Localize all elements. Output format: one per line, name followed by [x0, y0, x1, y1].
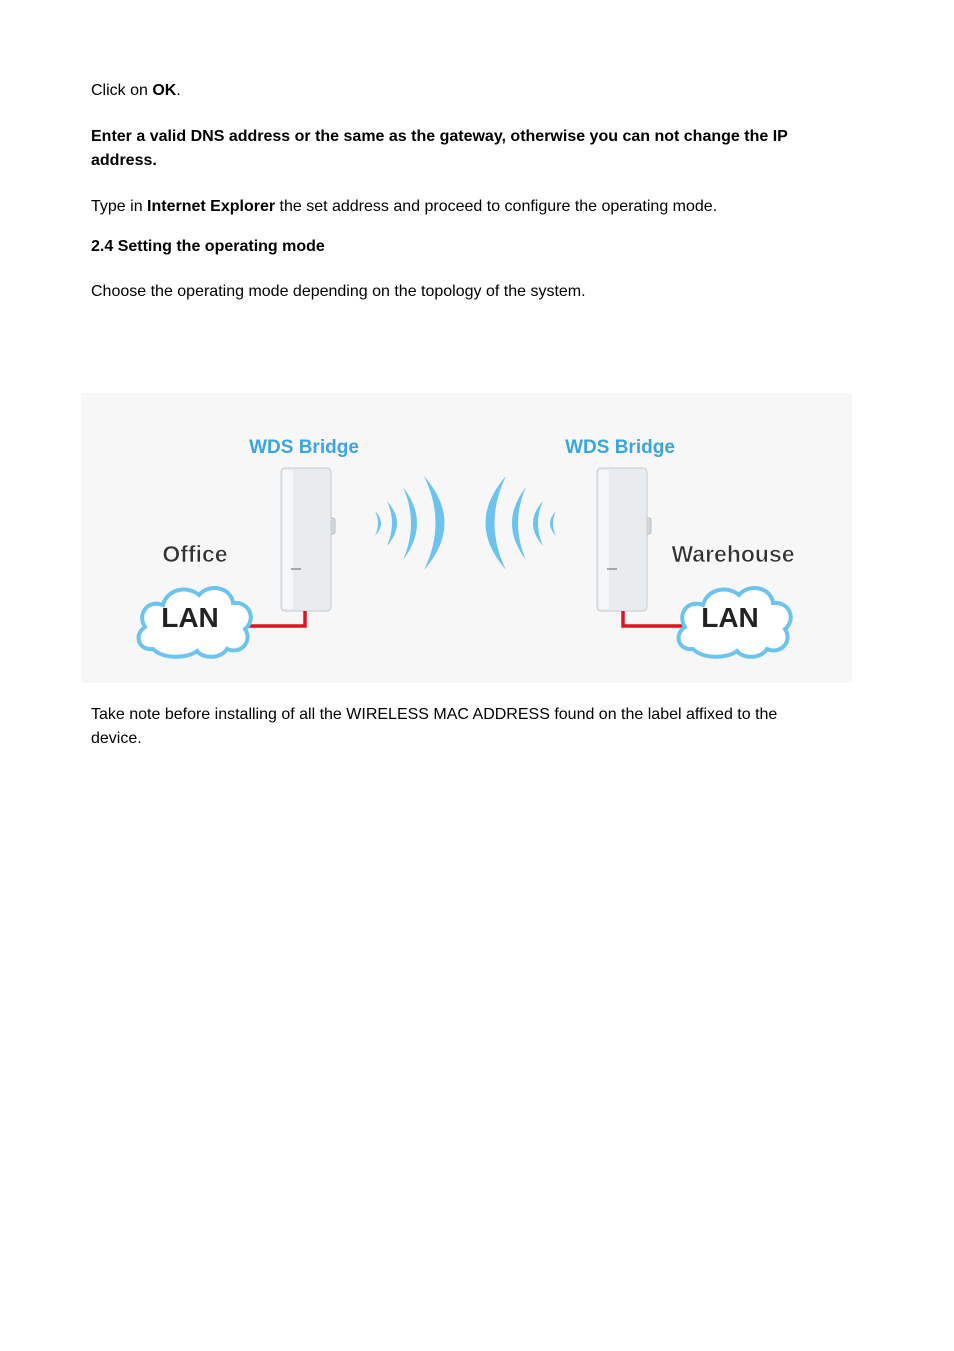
click-ok-suffix: . — [176, 82, 181, 99]
click-ok-prefix: Click on — [91, 82, 153, 99]
internet-explorer-keyword: Internet Explorer — [147, 198, 276, 215]
type-in-paragraph — [91, 195, 717, 219]
left-device-label: WDS Bridge — [249, 437, 359, 458]
type-in-prefix: Type in — [91, 198, 148, 215]
wds-bridge-diagram — [81, 393, 852, 683]
choose-mode-paragraph: Choose the operating mode depending on the topology of the system. — [91, 283, 586, 300]
warehouse-label: Warehouse — [671, 541, 795, 567]
right-lan-label: LAN — [701, 602, 759, 633]
ok-keyword: OK — [152, 82, 177, 99]
right-access-point-icon — [597, 468, 651, 611]
left-lan-label: LAN — [161, 602, 219, 633]
type-in-suffix: the set address and proceed to configure the operating mode. — [275, 198, 718, 215]
right-device-label: WDS Bridge — [565, 437, 675, 458]
dns-warning: Enter a valid DNS address or the same as the gateway, otherwise you can not change the IP address. — [91, 128, 788, 169]
mac-address-note: Take note before installing of all the WIRELESS MAC ADDRESS found on the label affixed to the device. — [91, 706, 778, 747]
section-heading: 2.4 Setting the operating mode — [91, 238, 325, 255]
click-ok-paragraph — [91, 79, 181, 103]
left-access-point-icon — [281, 468, 335, 611]
office-label: Office — [162, 541, 228, 567]
